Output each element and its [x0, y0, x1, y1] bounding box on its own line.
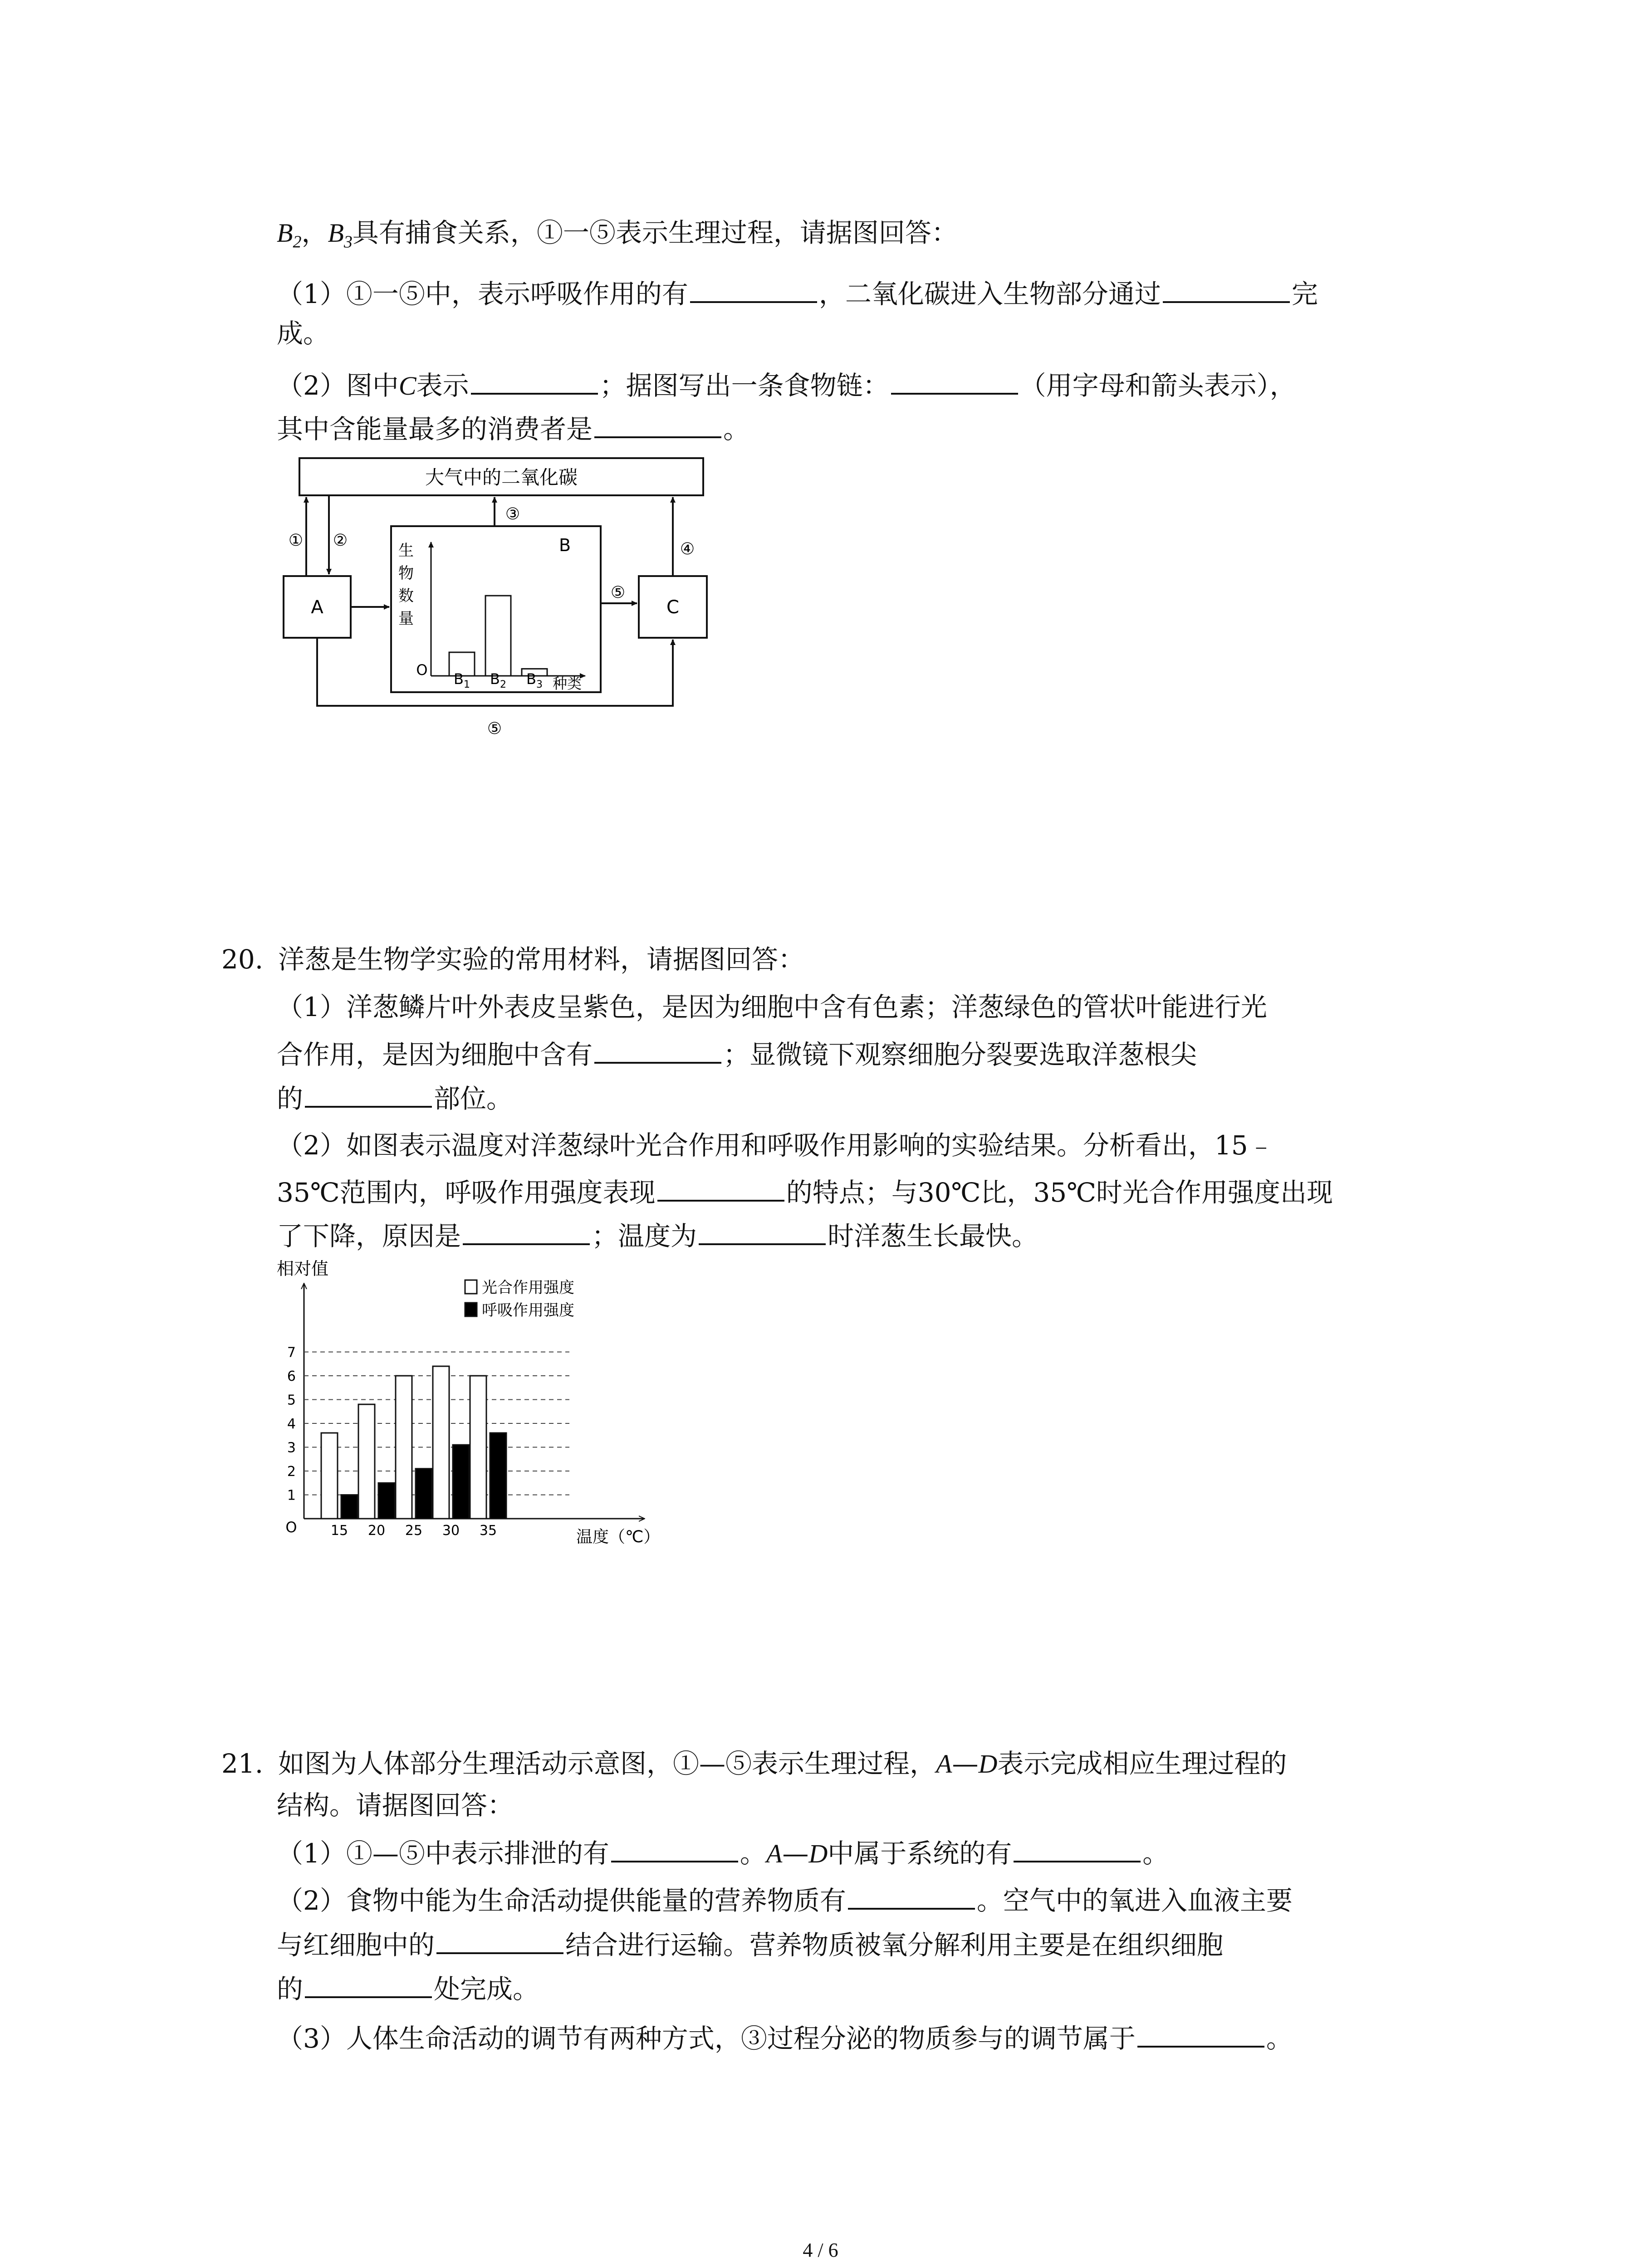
q20-stem: 20. 洋葱是生物学实验的常用材料，请据图回答：	[221, 944, 805, 975]
answer-blank[interactable]	[891, 367, 1018, 395]
q19-part2-cont: 其中含能量最多的消费者是 。	[277, 410, 749, 445]
inner-y-label-3: 数	[398, 587, 414, 605]
q20-part2-l2: 35℃范围内，呼吸作用强度表现 的特点；与30℃比，35℃时光合作用强度出现	[277, 1173, 1333, 1208]
inner-x-label: 种类	[552, 675, 582, 692]
b3-label: $B_3$	[328, 218, 353, 252]
y-tick-label: 1	[287, 1487, 296, 1504]
bar-photosynthesis-15	[321, 1433, 338, 1519]
bar-photosynthesis-30	[433, 1366, 449, 1519]
bar-photosynthesis-20	[358, 1404, 375, 1519]
answer-blank[interactable]	[657, 1173, 784, 1202]
answer-blank[interactable]	[611, 1834, 738, 1862]
bar-respiration-35	[490, 1433, 506, 1519]
bar-respiration-15	[341, 1495, 358, 1519]
y-tick-label: 7	[287, 1344, 296, 1361]
legend-swatch-respiration	[465, 1303, 477, 1316]
q20-part2: （2）如图表示温度对洋葱绿叶光合作用和呼吸作用影响的实验结果。分析看出，15﹣	[277, 1130, 1274, 1161]
inner-y-label-2: 物	[398, 564, 414, 582]
q20-part1: （1）洋葱鳞片叶外表皮呈紫色，是因为细胞中含有色素；洋葱绿色的管状叶能进行光	[277, 992, 1267, 1022]
q21-part2-l3: 的 处完成。	[277, 1970, 539, 2005]
box-c-label: C	[666, 597, 679, 618]
inner-cat-b3: $B_3$	[526, 670, 543, 690]
b2-label: $B_2$	[277, 218, 302, 252]
answer-blank[interactable]	[436, 1926, 563, 1954]
q20-part1-l3: 的 部位。	[277, 1080, 513, 1114]
x-tick-label: 30	[442, 1523, 460, 1539]
q21-part1: （1）①—⑤中表示排泄的有 。A—D中属于系统的有 。	[277, 1834, 1169, 1870]
q19-part1-cont: 成。	[277, 318, 330, 349]
q21-stem: 21. 如图为人体部分生理活动示意图，①—⑤表示生理过程，A—D表示完成相应生理过程的	[221, 1748, 1287, 1779]
q20-part2-l3: 了下降，原因是 ；温度为 时洋葱生长最快。	[277, 1217, 1038, 1252]
answer-blank[interactable]	[305, 1970, 432, 1998]
bar-respiration-25	[416, 1469, 432, 1519]
q21-part2: （2）食物中能为生命活动提供能量的营养物质有 。空气中的氧进入血液主要	[277, 1882, 1293, 1916]
answer-blank[interactable]	[594, 410, 721, 438]
q21-part2-l2: 与红细胞中的 结合进行运输。营养物质被氧分解利用主要是在组织细胞	[277, 1926, 1223, 1961]
q21-stem-l2: 结构。请据图回答：	[277, 1790, 514, 1821]
q19-intro: $B_2$，$B_3$具有捕食关系，①一⑤表示生理过程，请据图回答：	[277, 217, 958, 252]
legend-label-photosynthesis: 光合作用强度	[482, 1279, 574, 1297]
q20-part1-l2: 合作用，是因为细胞中含有 ；显微镜下观察细胞分裂要选取洋葱根尖	[277, 1036, 1197, 1070]
answer-blank[interactable]	[848, 1882, 975, 1910]
label-5-bottom: ⑤	[487, 719, 502, 738]
bar-respiration-30	[453, 1445, 469, 1519]
x-tick-label: 35	[479, 1523, 497, 1539]
inner-y-label-4: 量	[398, 610, 414, 628]
inner-origin: O	[416, 661, 428, 679]
y-tick-label: 6	[287, 1369, 296, 1384]
answer-blank[interactable]	[471, 367, 598, 395]
answer-blank[interactable]	[1014, 1834, 1141, 1862]
chart-origin: O	[285, 1519, 297, 1536]
legend-label-respiration: 呼吸作用强度	[482, 1301, 574, 1320]
atmosphere-co2-label: 大气中的二氧化碳	[425, 466, 578, 489]
inner-bar-2	[485, 596, 511, 676]
inner-cat-b2: $B_2$	[490, 670, 506, 690]
box-a-label: A	[311, 597, 323, 618]
answer-blank[interactable]	[594, 1036, 721, 1064]
label-3: ③	[505, 505, 520, 523]
y-tick-label: 3	[287, 1440, 296, 1456]
inner-cat-b1: $B_1$	[454, 670, 470, 690]
label-2: ②	[333, 531, 348, 550]
box-b-label: B	[558, 535, 571, 555]
bar-respiration-20	[378, 1483, 395, 1519]
answer-blank[interactable]	[699, 1217, 826, 1245]
label-5: ⑤	[610, 583, 626, 602]
answer-blank[interactable]	[463, 1217, 590, 1245]
question-number: 20.	[221, 944, 264, 975]
label-4: ④	[680, 540, 695, 558]
y-tick-label: 5	[287, 1392, 296, 1408]
label-1: ①	[288, 531, 304, 550]
y-tick-label: 4	[287, 1416, 296, 1432]
q19-part2: （2）图中C表示 ；据图写出一条食物链： （用字母和箭头表示），	[277, 367, 1296, 402]
q19-part1: （1）①一⑤中，表示呼吸作用的有 ，二氧化碳进入生物部分通过 完	[277, 275, 1318, 310]
bar-photosynthesis-25	[396, 1376, 412, 1519]
legend-swatch-photosynthesis	[465, 1280, 477, 1294]
y-tick-label: 2	[287, 1464, 296, 1480]
q21-part3: （3）人体生命活动的调节有两种方式，③过程分泌的物质参与的调节属于 。	[277, 2019, 1293, 2054]
answer-blank[interactable]	[1163, 275, 1290, 303]
carbon-cycle-diagram	[272, 454, 726, 753]
bar-photosynthesis-35	[470, 1376, 486, 1519]
chart-y-label: 相对值	[277, 1259, 329, 1279]
x-tick-label: 25	[405, 1523, 423, 1539]
x-tick-label: 15	[330, 1523, 348, 1539]
x-tick-label: 20	[367, 1523, 386, 1539]
inner-y-label-1: 生	[398, 542, 414, 560]
answer-blank[interactable]	[690, 275, 817, 303]
page-number: 4 / 6	[803, 2239, 838, 2261]
question-number: 21.	[221, 1748, 264, 1779]
answer-blank[interactable]	[305, 1080, 432, 1108]
chart-x-label: 温度（℃）	[576, 1528, 660, 1546]
answer-blank[interactable]	[1137, 2019, 1264, 2048]
temperature-bar-chart	[272, 1256, 681, 1556]
